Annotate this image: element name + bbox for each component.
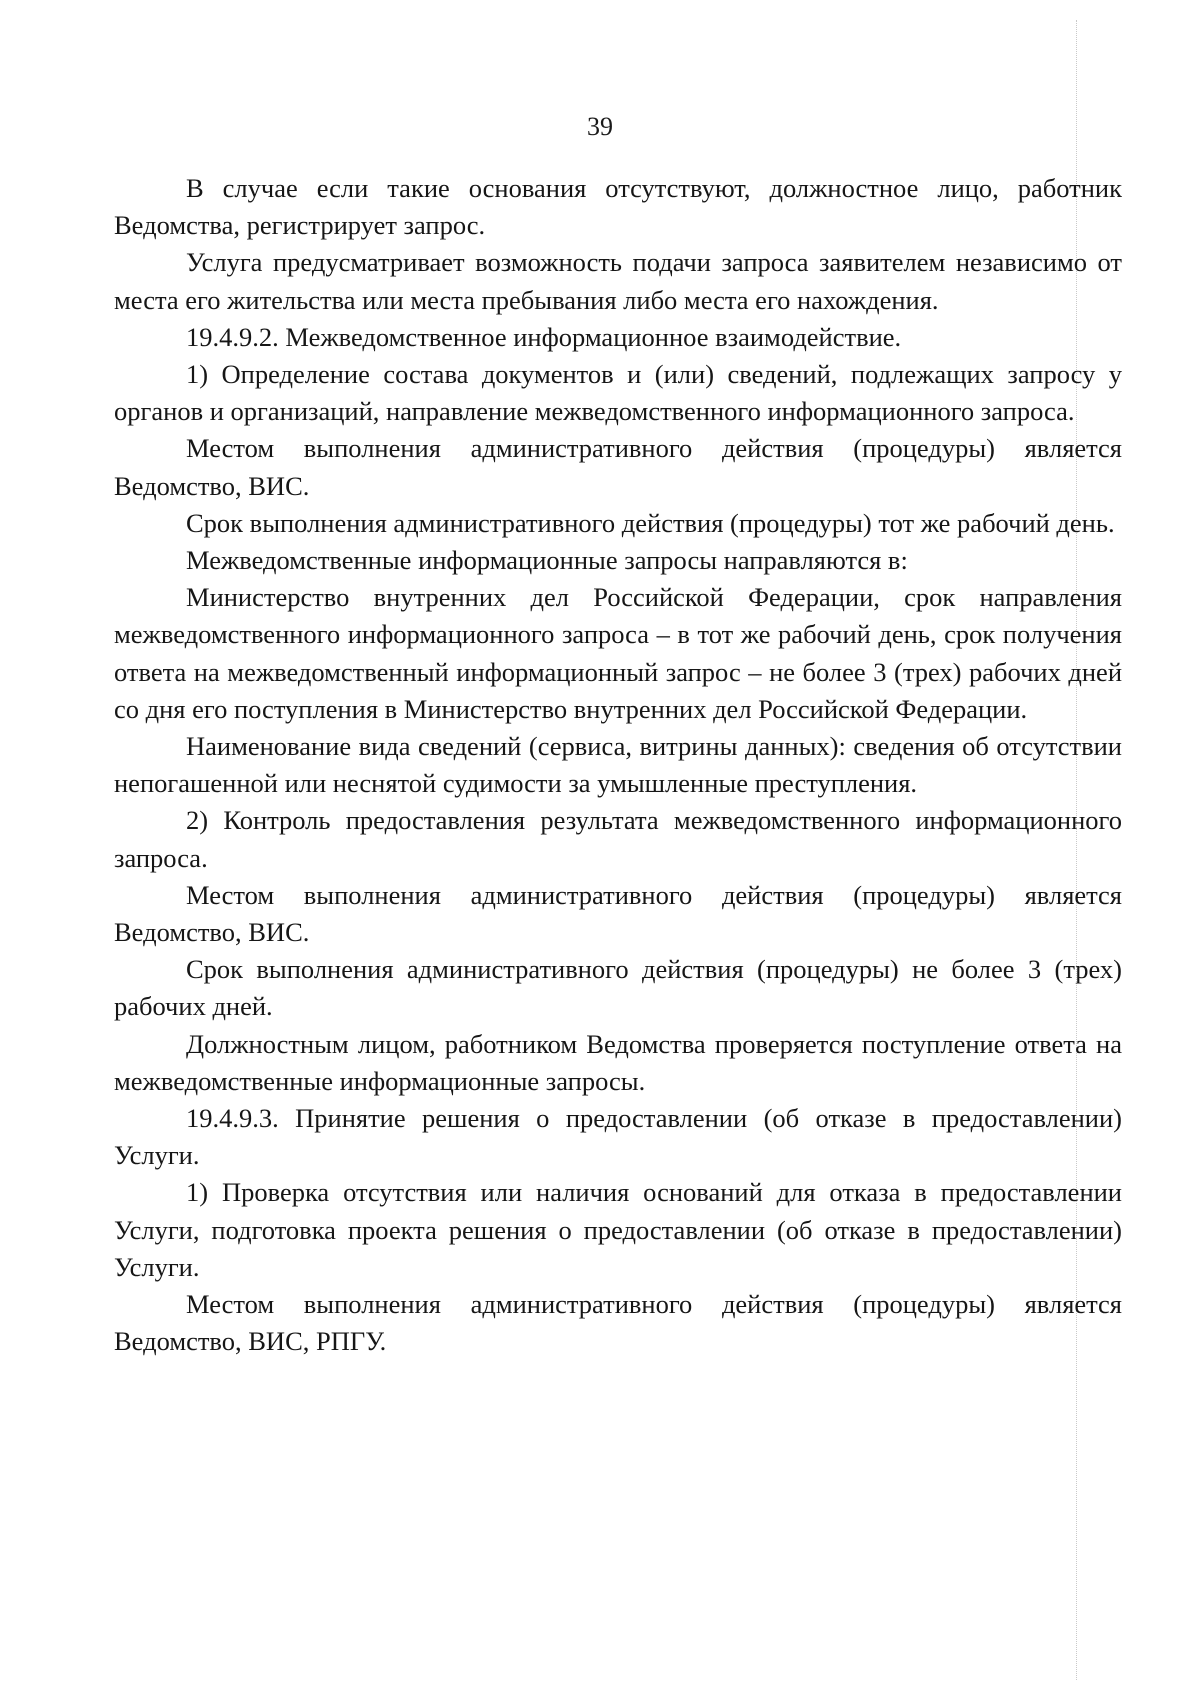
paragraph: Местом выполнения административного действия (процедуры) является Ведомство, ВИС. xyxy=(114,433,1122,501)
paragraph: 19.4.9.2. Межведомственное информационное взаимодействие. xyxy=(186,321,902,352)
paragraph: Должностным лицом, работником Ведомства проверяется поступление ответа на межведомственные информационные запросы. xyxy=(114,1028,1122,1096)
page-number: 39 xyxy=(587,112,613,141)
paragraph: Срок выполнения административного действия (процедуры) тот же рабочий день. xyxy=(186,507,1115,538)
paragraph: 1) Проверка отсутствия или наличия оснований для отказа в предоставлении Услуги, подготовка проекта решения о предоставлении (об отказе в предоставлении) Услуги. xyxy=(114,1177,1122,1282)
paragraph: 1) Определение состава документов и (или) сведений, подлежащих запросу у органов и организаций, направление межведомственного информационного запроса. xyxy=(114,359,1122,427)
paragraph: Межведомственные информационные запросы направляются в: xyxy=(186,545,908,576)
paragraph: 2) Контроль предоставления результата межведомственного информационного запроса. xyxy=(114,805,1122,873)
paragraph: Министерство внутренних дел Российской Федерации, срок направления межведомственного информационного запроса – в тот же рабочий день, срок получения ответа на межведомственный информационный запрос – не более 3 (трех) рабочих дней со дня его поступления в Министерство внутренних дел Российской Федерации. xyxy=(114,582,1122,724)
paragraph: В случае если такие основания отсутствуют, должностное лицо, работник Ведомства, регистрирует запрос. xyxy=(114,173,1122,241)
paragraph: Срок выполнения административного действия (процедуры) не более 3 (трех) рабочих дней. xyxy=(114,954,1122,1022)
paragraph: 19.4.9.3. Принятие решения о предоставлении (об отказе в предоставлении) Услуги. xyxy=(114,1103,1122,1171)
paragraph: Местом выполнения административного действия (процедуры) является Ведомство, ВИС. xyxy=(114,879,1122,948)
paragraph: Наименование вида сведений (сервиса, витрины данных): сведения об отсутствии непогашенной или неснятой судимости за умышленные преступления. xyxy=(114,731,1122,799)
paragraph: Услуга предусматривает возможность подачи запроса заявителем независимо от места его жительства или места пребывания либо места его нахождения. xyxy=(114,247,1122,315)
paragraph: Местом выполнения административного действия (процедуры) является Ведомство, ВИС, РПГУ. xyxy=(114,1289,1122,1357)
document-body xyxy=(114,170,1122,1361)
